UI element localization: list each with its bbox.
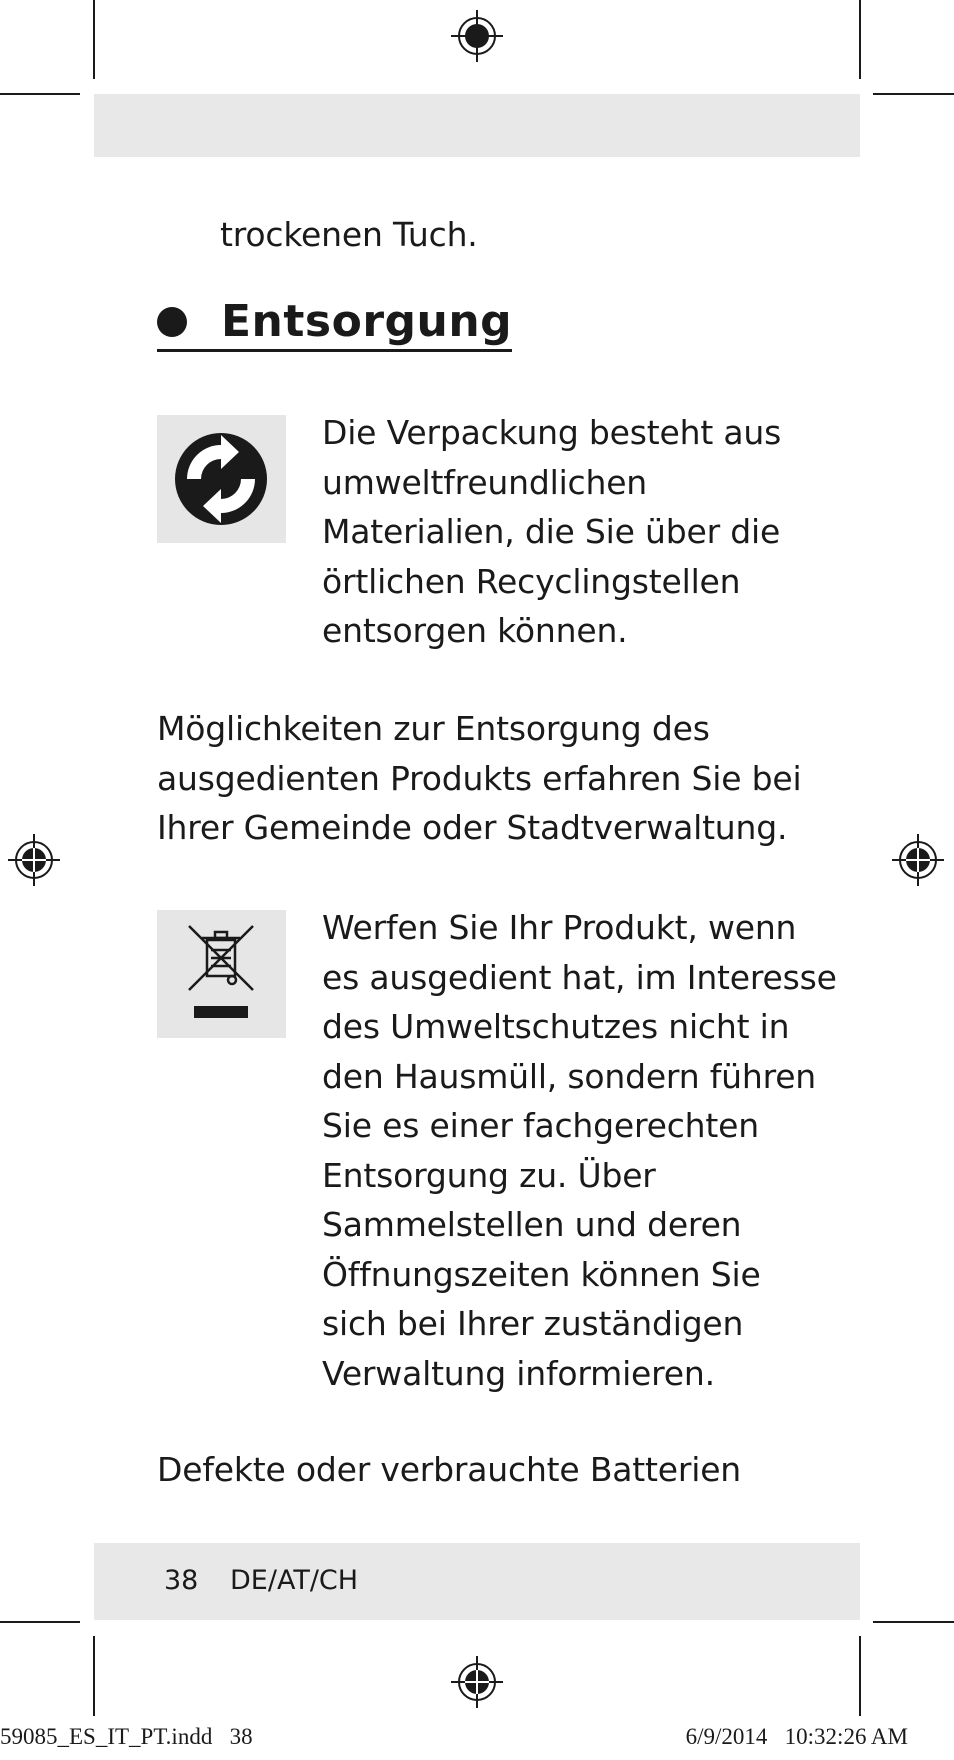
header-band: [94, 94, 860, 157]
registration-mark-top-icon: [451, 10, 503, 62]
registration-mark-left-icon: [8, 834, 60, 886]
text-line: den Hausmüll, sondern führen: [322, 1056, 817, 1096]
text-line: sich bei Ihrer zuständigen: [322, 1304, 744, 1343]
continued-text-bottom: Defekte oder verbrauchte Batterien: [157, 1450, 742, 1489]
crop-mark-top-left-h: [0, 93, 80, 95]
text-line: Materialien, die Sie über die: [322, 512, 781, 551]
text-line: Die Verpackung besteht aus: [322, 413, 782, 452]
text-line: örtlichen Recyclingstellen: [322, 561, 741, 601]
text-line: entsorgen können.: [322, 611, 628, 650]
crop-mark-bottom-left-v: [93, 1636, 95, 1716]
green-dot-icon-box: [157, 415, 286, 543]
print-slug-file: 59085_ES_IT_PT.indd 38: [0, 1724, 253, 1749]
text-line: umweltfreundlichen: [322, 462, 648, 502]
crop-mark-bottom-left-h: [0, 1621, 80, 1623]
page-number: 38: [164, 1565, 199, 1596]
crop-mark-bottom-right-h: [873, 1621, 954, 1623]
footer-band: [94, 1543, 860, 1620]
continued-text: trockenen Tuch.: [220, 215, 478, 254]
print-slug-timestamp: 6/9/2014 10:32:26 AM: [685, 1724, 908, 1749]
crop-mark-top-right-v: [859, 0, 861, 79]
disposal-info-text: [157, 704, 801, 853]
text-line: Verwaltung informieren.: [322, 1353, 715, 1393]
text-line: es ausgedient hat, im Interesse: [322, 957, 837, 997]
heading-bullet-icon: [157, 307, 187, 337]
text-line: Sammelstellen und deren: [322, 1205, 742, 1244]
text-line: Sie es einer fachgerechten: [322, 1106, 759, 1145]
text-line: Werfen Sie Ihr Produkt, wenn: [322, 908, 797, 947]
crossed-out-wheelie-bin-icon: [157, 910, 286, 1038]
text-line: Öffnungszeiten können Sie: [322, 1254, 761, 1294]
registration-mark-right-icon: [892, 834, 944, 886]
section-heading: [157, 296, 512, 352]
packaging-text: [322, 408, 781, 656]
registration-mark-bottom-icon: [451, 1656, 503, 1708]
text-line: ausgedienten Produkts erfahren Sie bei: [157, 758, 802, 798]
crop-mark-top-right-h: [873, 93, 954, 95]
crop-mark-bottom-right-v: [859, 1636, 861, 1716]
region-label: DE/AT/CH: [230, 1565, 359, 1596]
text-line: des Umweltschutzes nicht in: [322, 1007, 790, 1046]
text-line: Möglichkeiten zur Entsorgung des: [157, 709, 710, 748]
text-line: Ihrer Gemeinde oder Stadtverwaltung.: [157, 808, 788, 847]
green-dot-recycling-icon: [157, 415, 286, 543]
section-title: Entsorgung: [221, 296, 513, 347]
crop-mark-top-left-v: [93, 0, 95, 79]
weee-text: [322, 903, 837, 1398]
text-line: Entsorgung zu. Über: [322, 1155, 656, 1195]
weee-icon-box: [157, 910, 286, 1038]
